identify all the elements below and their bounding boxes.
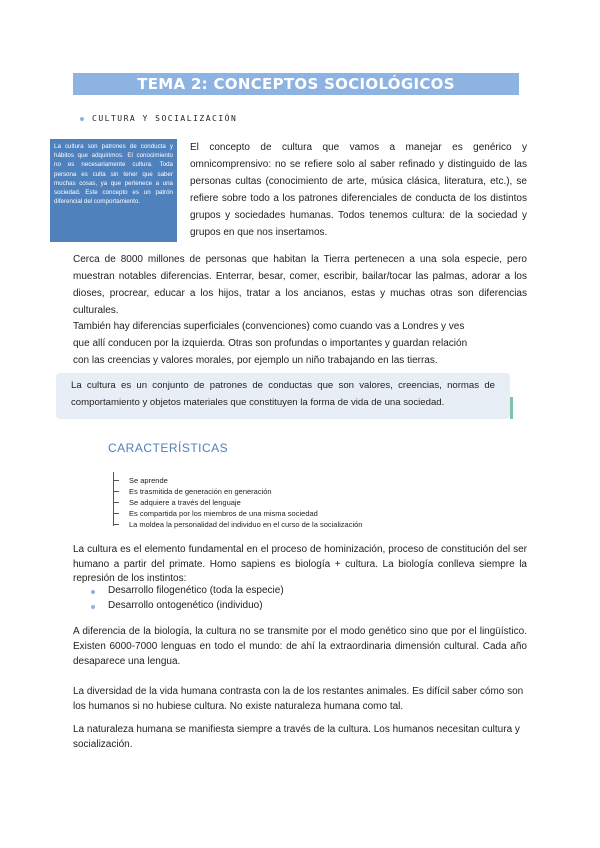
page-title: TEMA 2: CONCEPTOS SOCIOLÓGICOS FUNDAMENTALES bbox=[73, 73, 519, 95]
connector-tick bbox=[113, 524, 119, 525]
bullet-icon bbox=[91, 590, 95, 594]
bullet-icon bbox=[80, 117, 84, 121]
characteristic-item: La moldea la personalidad del individuo en el curso de la socialización bbox=[129, 520, 363, 529]
characteristic-item: Se aprende bbox=[129, 476, 168, 485]
definition-box: La cultura son patrones de conducta y hábitos que adquirimos. El conocimiento no es necesariamente cultura. Toda persona es culta sin tener que saber muchas cosas, ya que pertenece a una sociedad. Este concepto es un patrón diferencial del comportamiento. bbox=[50, 139, 177, 242]
list-item: Desarrollo filogenético (toda la especie) bbox=[108, 585, 284, 596]
paragraph-human-nature: La naturaleza humana se manifiesta siempre a través de la cultura. Los humanos necesitan cultura y socialización. bbox=[73, 724, 520, 750]
paragraph-hominization: La cultura es el elemento fundamental en el proceso de hominización, proceso de constitución del ser humano a partir del primate. Homo sapiens es biología + cultura. La biología conlleva siempre la represión de los instintos: bbox=[73, 544, 527, 584]
connector-tick bbox=[113, 502, 119, 503]
characteristics-title: CARACTERÍSTICAS bbox=[108, 441, 229, 455]
characteristic-item: Es trasmitida de generación en generación bbox=[129, 487, 272, 496]
paragraph-line: que allí conducen por la izquierda. Otras son profundas o importantes y guardan relación bbox=[73, 338, 468, 349]
characteristic-item: Se adquiere a través del lenguaje bbox=[129, 498, 241, 507]
list-item: Desarrollo ontogenético (individuo) bbox=[108, 600, 263, 611]
paragraph-language: A diferencia de la biología, la cultura no se transmite por el modo genético sino que por el lingüístico. Existen 6000-7000 lenguas en todo el mundo: de ahí la extraordinaria dimensión cultural. Cada año desaparece una lengua. bbox=[73, 626, 527, 667]
paragraph-differences: Cerca de 8000 millones de personas que habitan la Tierra pertenecen a una sola especie, pero muestran notables diferencias. Enterrar, besar, comer, escribir, bailar/tocar las palmas, adorar a los dioses, procrear, educar a los hijos, tratar a los ancianos, estas y muchas otras son diferencias culturales. bbox=[73, 254, 527, 316]
quote-accent-bar bbox=[510, 397, 513, 419]
culture-definition-quote: La cultura es un conjunto de patrones de conductas que son valores, creencias, normas de comportamiento y objetos materiales que constituyen la forma de vida de una sociedad. bbox=[56, 373, 510, 419]
bullet-icon bbox=[91, 605, 95, 609]
characteristic-item: Es compartida por los miembros de una misma sociedad bbox=[129, 509, 318, 518]
section-heading: CULTURA Y SOCIALIZACIÓN bbox=[92, 114, 238, 123]
paragraph-line: También hay diferencias superficiales (convenciones) como cuando vas a Londres y ves bbox=[73, 321, 465, 332]
intro-paragraph: El concepto de cultura que vamos a manejar es genérico y omnicomprensivo: no se refiere solo al saber refinado y distinguido de las personas cultas (conocimiento de arte, música clásica, literatura, etc.), se refiere sobre todo a los patrones diferenciales de conducta de los distintos grupos y sociedades humanas. Todos tenemos cultura: de la sociedad y grupos en que nos insertamos. bbox=[190, 142, 527, 238]
connector-tick bbox=[113, 480, 119, 481]
paragraph-diversity: La diversidad de la vida humana contrasta con la de los restantes animales. Es difícil saber cómo son los humanos si no hubiese cultura. No existe naturaleza humana como tal. bbox=[73, 686, 524, 712]
paragraph-conventions bbox=[73, 318, 527, 369]
connector-tick bbox=[113, 513, 119, 514]
paragraph-line: con las creencias y valores morales, por ejemplo un niño trabajando en las tierras. bbox=[73, 355, 438, 366]
connector-tick bbox=[113, 491, 119, 492]
